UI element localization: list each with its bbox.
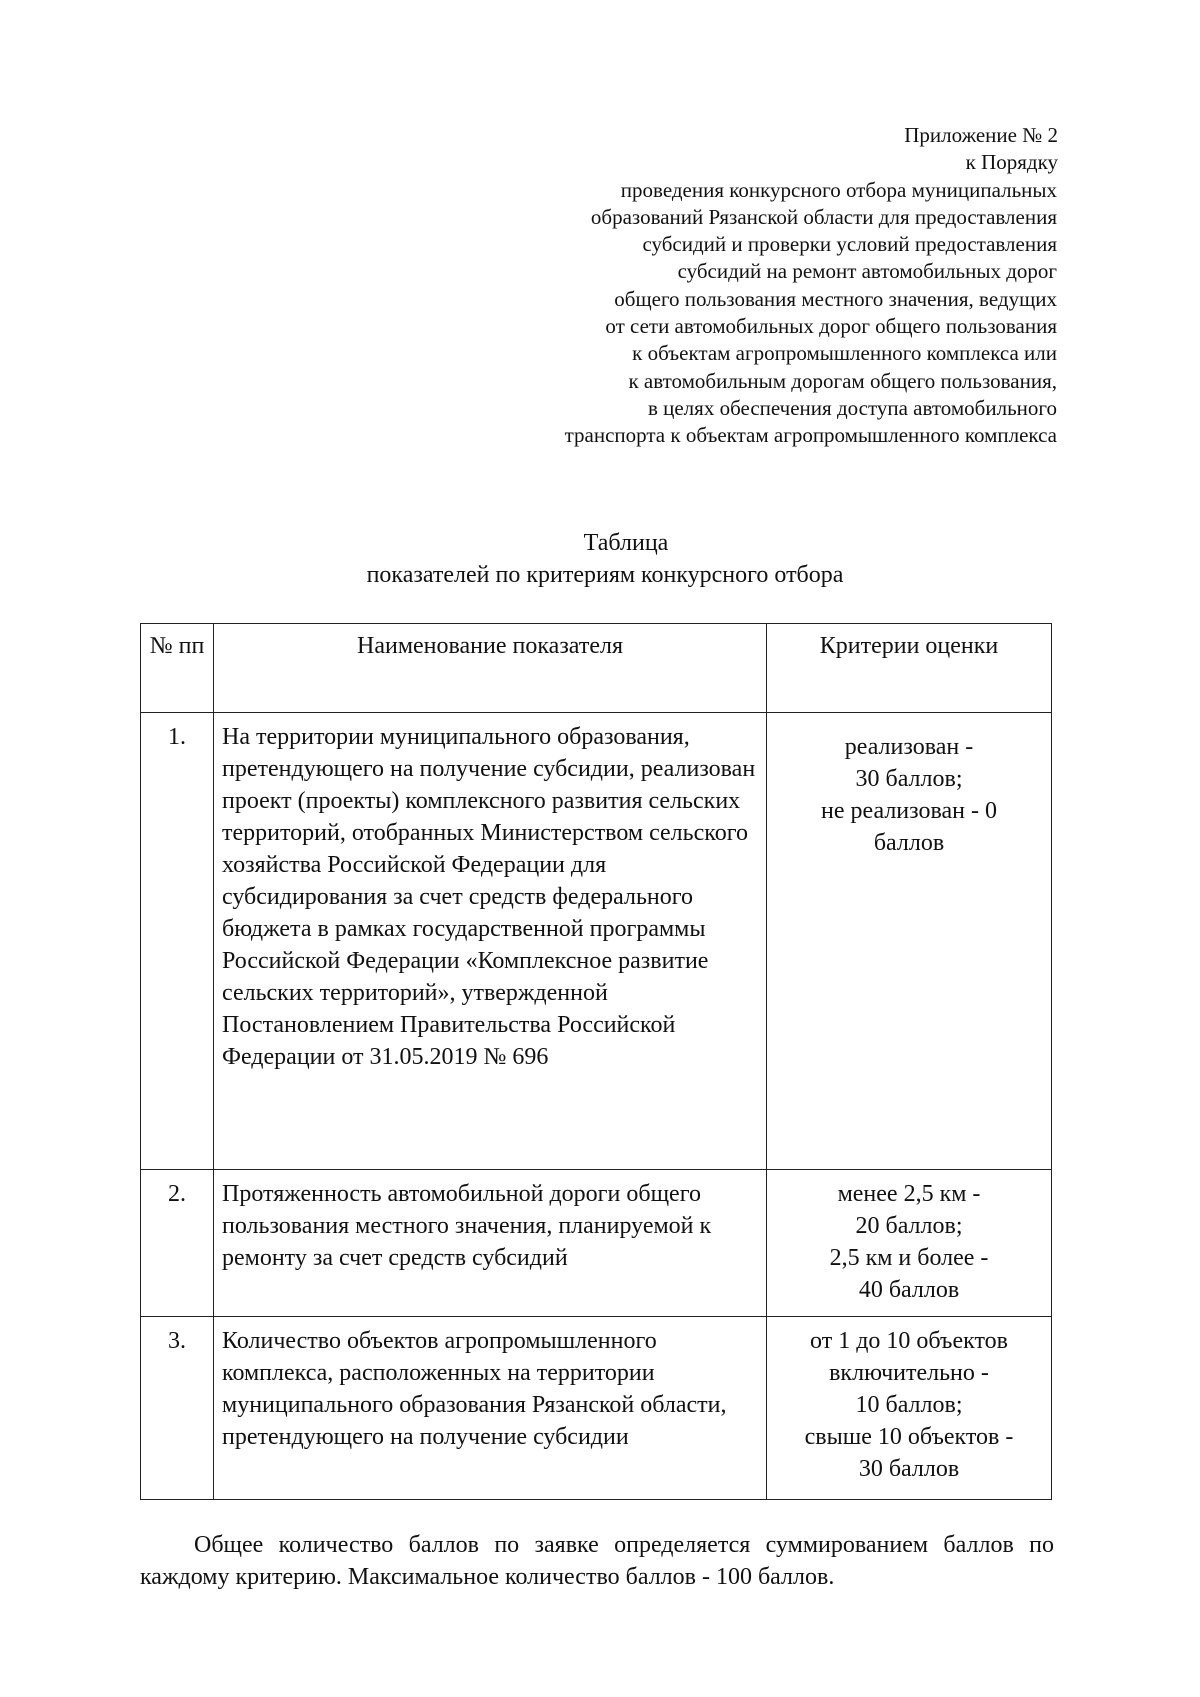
criteria-line: от 1 до 10 объектов xyxy=(810,1328,1008,1354)
criteria-line: менее 2,5 км - xyxy=(837,1181,981,1207)
appendix-line: в целях обеспечения доступа автомобильного xyxy=(647,395,1057,420)
criteria-line: баллов xyxy=(873,830,945,856)
appendix-line: к Порядку xyxy=(965,150,1058,175)
summary-text: Общее количество баллов по заявке определяется суммированием баллов по каждому критерию. Максимальное количество баллов - 100 баллов. xyxy=(140,1532,1054,1590)
table-caption-title: Таблица xyxy=(583,530,669,556)
row-number: 2. xyxy=(141,1170,214,1317)
summary-paragraph xyxy=(140,1529,1054,1593)
row-criteria xyxy=(767,1170,1052,1317)
appendix-line: от сети автомобильных дорог общего пользования xyxy=(605,314,1057,339)
row-criteria xyxy=(767,1317,1052,1500)
criteria-line: реализован - xyxy=(844,734,974,760)
appendix-line: общего пользования местного значения, ведущих xyxy=(614,286,1057,311)
appendix-line: субсидий на ремонт автомобильных дорог xyxy=(677,259,1057,284)
row-indicator-name: На территории муниципального образования, претендующего на получение субсидии, реализован проект (проекты) комплексного развития сельских территорий, отобранных Министерством сельского хозяйства Российской Федерации для субсидирования за счет средств федерального бюджета в рамках государственной программы Российской Федерации «Комплексное развитие сельских территорий», утвержденной Постановлением Правительства Российской Федерации от 31.05.2019 № 696 xyxy=(214,713,767,1170)
criteria-line: 40 баллов xyxy=(858,1277,960,1303)
row-number: 3. xyxy=(141,1317,214,1500)
table-row xyxy=(141,1317,1052,1500)
appendix-line: субсидий и проверки условий предоставления xyxy=(642,232,1057,257)
row-criteria xyxy=(767,713,1052,1170)
criteria-table xyxy=(140,623,1052,1500)
criteria-line: 20 баллов; xyxy=(855,1213,963,1239)
table-caption xyxy=(0,527,1200,591)
criteria-line: свыше 10 объектов - xyxy=(804,1424,1014,1450)
appendix-line: к объектам агропромышленного комплекса или xyxy=(632,341,1057,366)
row-indicator-name: Количество объектов агропромышленного комплекса, расположенных на территории муниципального образования Рязанской области, претендующего на получение субсидии xyxy=(214,1317,767,1500)
appendix-line: транспорта к объектам агропромышленного комплекса xyxy=(564,423,1057,448)
table-header-row xyxy=(141,624,1052,713)
row-number: 1. xyxy=(141,713,214,1170)
header-name: Наименование показателя xyxy=(214,624,767,713)
header-num: № пп xyxy=(141,624,214,713)
criteria-line: 30 баллов xyxy=(858,1456,960,1482)
criteria-line: 30 баллов; xyxy=(855,766,963,792)
criteria-line: 10 баллов; xyxy=(855,1392,963,1418)
appendix-header xyxy=(565,122,1058,450)
table-row xyxy=(141,713,1052,1170)
table-caption-subtitle: показателей по критериям конкурсного отбора xyxy=(366,562,844,588)
criteria-line: включительно - xyxy=(829,1360,989,1386)
appendix-line: образований Рязанской области для предоставления xyxy=(590,204,1057,229)
criteria-line: не реализован - 0 xyxy=(821,798,997,824)
table-row xyxy=(141,1170,1052,1317)
appendix-line: Приложение № 2 xyxy=(904,123,1058,147)
criteria-line: 2,5 км и более - xyxy=(829,1245,989,1271)
appendix-line: проведения конкурсного отбора муниципальных xyxy=(620,177,1057,202)
appendix-line: к автомобильным дорогам общего пользования, xyxy=(628,368,1057,393)
header-criteria: Критерии оценки xyxy=(767,624,1052,713)
row-indicator-name: Протяженность автомобильной дороги общего пользования местного значения, планируемой к ремонту за счет средств субсидий xyxy=(214,1170,767,1317)
